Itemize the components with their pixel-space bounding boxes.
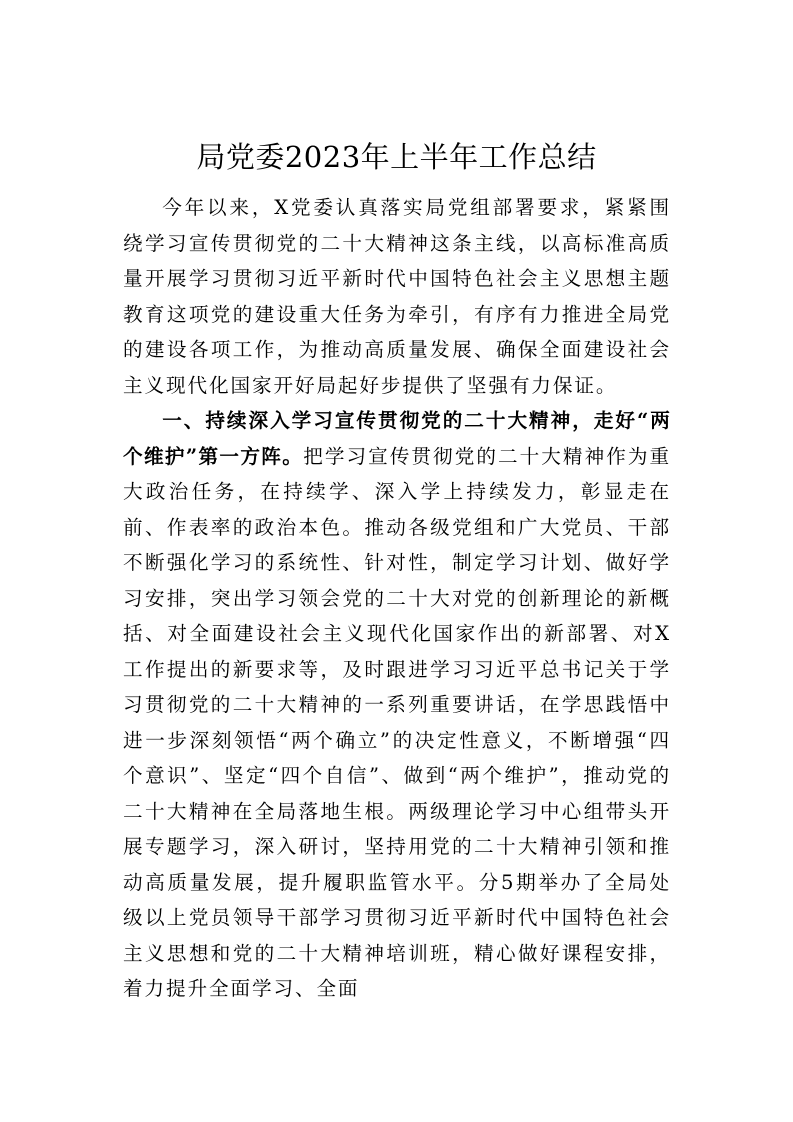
document-title: 局党委2023年上半年工作总结 [196,140,597,174]
section-1-paragraph [123,403,671,1007]
intro-paragraph: 今年以来，X党委认真落实局党组部署要求，紧紧围绕学习宣传贯彻党的二十大精神这条主线，以高标准高质量开展学习贯彻习近平新时代中国特色社会主义思想主题教育这项党的建设重大任务为牵引，有序有力推进全局党的建设各项工作，为推动高质量发展、确保全面建设社会主义现代化国家开好局起好步提供了坚强有力保证。 [123,196,671,397]
section-1-body: 把学习宣传贯彻党的二十大精神作为重大政治任务，在持续学、深入学上持续发力，彰显走在前、作表率的政治本色。推动各级党组和广大党员、干部不断强化学习的系统性、针对性，制定学习计划、做好学习安排，突出学习领会党的二十大对党的创新理论的新概括、对全面建设社会主义现代化国家作出的新部署、对X工作提出的新要求等，及时跟进学习习近平总书记关于学习贯彻党的二十大精神的一系列重要讲话，在学思践悟中进一步深刻领悟“两个确立”的决定性意义，不断增强“四个意识”、坚定“四个自信”、做到“两个维护”，推动党的二十大精神在全局落地生根。两级理论学习中心组带头开展专题学习，深入研讨，坚持用党的二十大精神引领和推动高质量发展，提升履职监管水平。分5期举办了全局处级以上党员领导干部学习贯彻习近平新时代中国特色社会主义思想和党的二十大精神培训班，精心做好课程安排，着力提升全面学习、全面 [123,444,671,1000]
section-1-heading: 一、持续深入学习宣传贯彻党的二十大精神，走好“两个维护”第一方阵。 [123,409,671,468]
document-body [123,190,671,1007]
